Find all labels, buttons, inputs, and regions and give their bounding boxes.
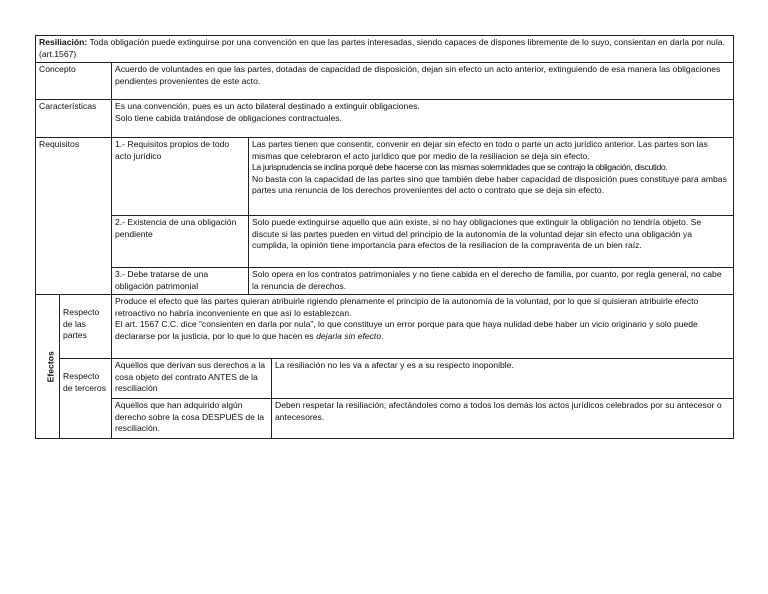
caracteristicas-line-2: Solo tiene cabida tratándose de obligaciones contractuales.: [115, 112, 342, 123]
requisito-text-3: Solo opera en los contratos patrimoniales y no tiene cabida en el derecho de familia, por cuanto, por regla general, no cabe la renuncia de derechos.: [249, 268, 734, 295]
partes-text-b-main: El art. 1567 C.C. dice “consienten en darla por nula”, lo que constituye un error porque para que haya nulidad debe haber un vicio originario y solo puede declararse por la justicia, por lo que lo que hacen es: [115, 319, 698, 341]
requisito-row-3: [36, 268, 734, 295]
header-term: Resiliación:: [39, 37, 88, 47]
efectos-label: Efectos: [45, 350, 56, 383]
terceros-who-2: Aquellos que han adquirido algún derecho sobre la cosa DESPUÉS de la resciliación.: [112, 399, 272, 439]
efectos-label-cell: [36, 295, 60, 439]
header-row: [36, 36, 734, 63]
requisito-text-1: [249, 138, 734, 216]
header-cell: [36, 36, 734, 63]
terceros-effect-2: Deben respetar la resiliación, afectándoles como a todos los demás los actos jurídicos celebrados por su antecesor o antecesores.: [272, 399, 734, 439]
requisito-text-1c: No basta con la capacidad de las partes sino que también debe haber capacidad de disposición pues constituye para ambas partes una renuncia de los derechos provenientes del acto o contrato que se deja sin efecto.: [252, 173, 727, 196]
efectos-partes-row: [36, 295, 734, 359]
header-definition: Toda obligación puede extinguirse por una convención en que las partes interesadas, siendo capaces de dispones libremente de lo suyo, consientan en darla por nula. (art.1567): [39, 37, 725, 59]
caracteristicas-row: [36, 100, 734, 138]
terceros-row-2: [36, 399, 734, 439]
partes-text-a: Produce el efecto que las partes quieran atribuirle rigiendo plenamente el principio de la autonomía de la voluntad, por lo que si quisieran atribuirle efecto retroactivo no habría inconveniente en que así lo establezcan.: [115, 296, 699, 318]
requisito-row-1: [36, 138, 734, 216]
requisito-title-1: 1.- Requisitos propios de todo acto jurídico: [112, 138, 249, 216]
requisitos-label: Requisitos: [36, 138, 112, 295]
caracteristicas-line-1: Es una convención, pues es un acto bilateral destinado a extinguir obligaciones.: [115, 101, 420, 111]
partes-text-b-end: .: [381, 330, 384, 341]
concepto-label: Concepto: [36, 63, 112, 100]
requisito-text-1a: Las partes tienen que consentir, convenir en dejar sin efecto en todo o parte un acto jurídico anterior. Las partes son las mismas que celebraron el acto jurídico que por medio de la resiliacion se deja sin efecto.: [252, 139, 708, 161]
caracteristicas-label: Características: [36, 100, 112, 138]
requisito-row-2: [36, 216, 734, 268]
caracteristicas-cell: [112, 100, 734, 138]
requisito-text-2: Solo puede extinguirse aquello que aún existe, si no hay obligaciones que extinguir la obligación no tendría objeto. Se discute si las partes pueden en virtud del principio de la autonomía de la voluntad dejar sin efecto una obligación ya cumplida, la opinión tiene importancia para efectos de la resiliacion de la compraventa de un bien raíz.: [249, 216, 734, 268]
partes-text-b-italic: dejarla sin efecto: [316, 330, 382, 341]
requisito-title-2: 2.- Existencia de una obligación pendiente: [112, 216, 249, 268]
terceros-effect-1: La resiliación no les va a afectar y es a su respecto inoponible.: [272, 359, 734, 399]
partes-text: [112, 295, 734, 359]
partes-text-b: [115, 319, 730, 342]
terceros-who-1: Aquellos que derivan sus derechos a la cosa objeto del contrato ANTES de la resciliación: [112, 359, 272, 399]
requisito-text-1b: La jurisprudencia se inclina porqué debe hacerse con las mismas solemnidades que se contrajo la obligación, discutido.: [252, 162, 668, 173]
resiliacion-table: [35, 35, 734, 439]
partes-label: Respecto de las partes: [60, 295, 112, 359]
terceros-row-1: [36, 359, 734, 399]
concepto-text: Acuerdo de voluntades en que las partes, dotadas de capacidad de disposición, dejan sin efecto un acto anterior, extinguiendo de esa manera las obligaciones pendientes provenientes de este acto.: [112, 63, 734, 100]
requisito-title-3: 3.- Debe tratarse de una obligación patrimonial: [112, 268, 249, 295]
concepto-row: [36, 63, 734, 100]
terceros-label: Respecto de terceros: [60, 359, 112, 439]
